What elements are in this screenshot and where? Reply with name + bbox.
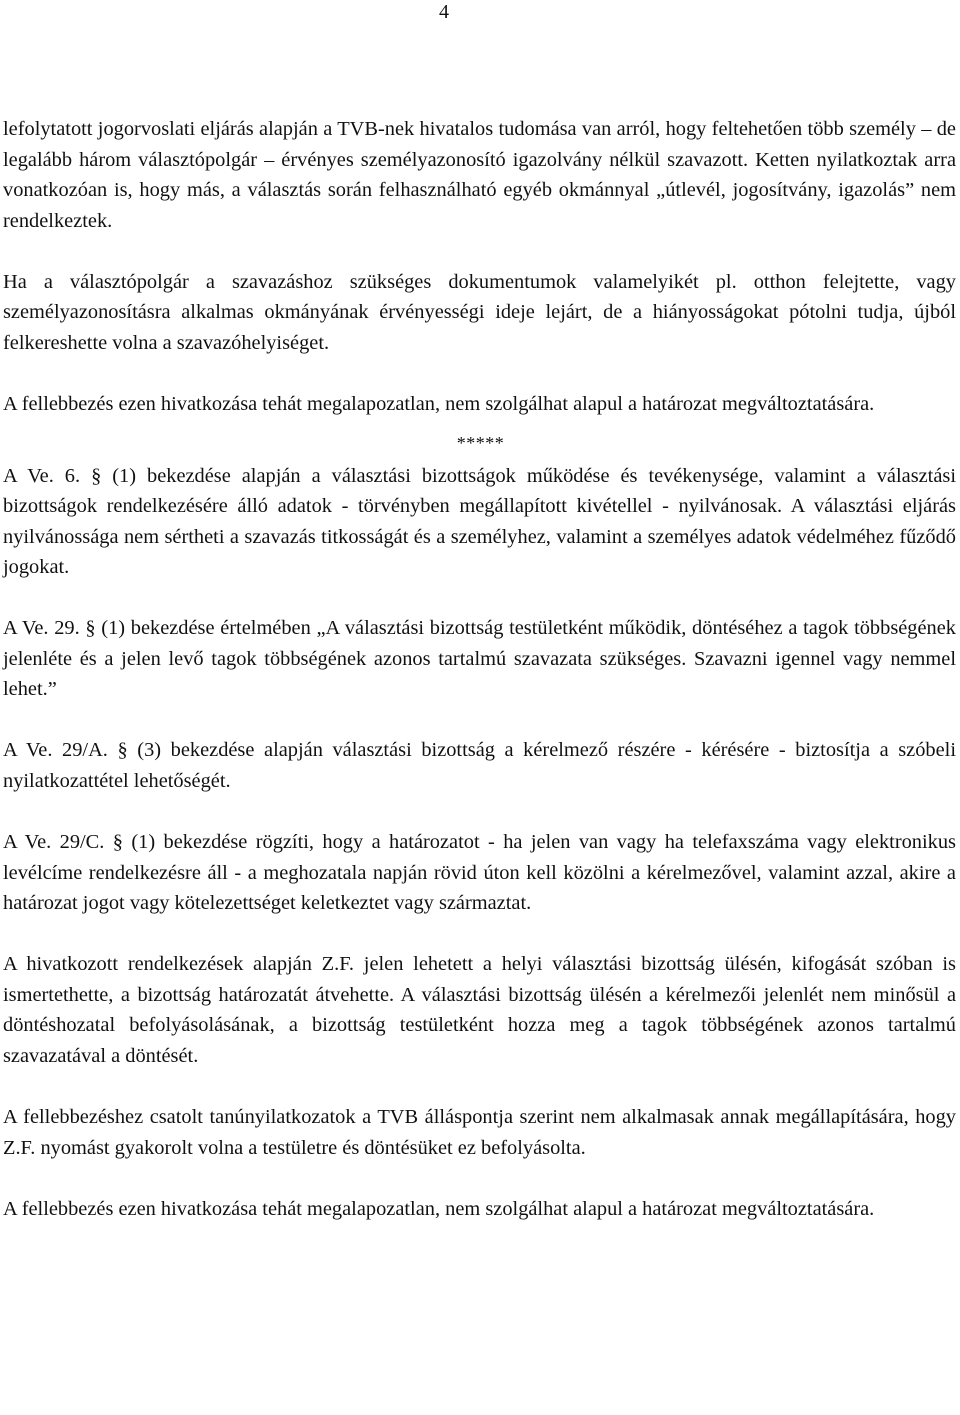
paragraph-ve-29a: A Ve. 29/A. § (3) bekezdése alapján választási bizottság a kérelmező részére - kérésére - biztosítja a szóbeli nyilatkozattétel lehetőségét. [3,739,956,793]
paragraph-prior-proceedings: lefolytatott jogorvoslati eljárás alapján a TVB-nek hivatalos tudomása van arról, hogy feltehetően több személy – de legalább három választópolgár – érvényes személyazonosító igazolvány nélkül szavazott. Ketten nyilatkoztak arra vonatkozóan is, hogy más, a választás során felhasználható egyéb okmánnyal „útlevél, jogosítvány, igazolás” nem rendelkeztek. [3,118,956,232]
page-number: 4 [439,1,449,23]
paragraph-ve-29: A Ve. 29. § (1) bekezdése értelmében „A választási bizottság testületként működik, döntéséhez a tagok többségének jelenléte és a jelen levő tagok többségének azonos tartalmú szavazata szükséges. Szavazni igennel vagy nemmel lehet.” [3,617,956,701]
paragraph-witness-statements: A fellebbezéshez csatolt tanúnyilatkozatok a TVB álláspontja szerint nem alkalmasak annak megállapítására, hogy Z.F. nyomást gyakorolt volna a testületre és döntésüket ez befolyásolta. [3,1105,956,1159]
paragraph-appeal-unfounded-2: A fellebbezés ezen hivatkozása tehát megalapozatlan, nem szolgálhat alapul a határozat megváltoztatására. [3,1197,875,1220]
document-body [3,114,956,1224]
paragraph-referenced-provisions: A hivatkozott rendelkezések alapján Z.F. jelen lehetett a helyi választási bizottság ülésén, kifogását szóban is ismertethette, a bizottság határozatát átvehette. A választási bizottság ülésén a kérelmezői jelenlét nem minősül a döntéshozatal befolyásolásának, a bizottság testületként hozza meg a tagok többségének azonos tartalmú szavazatával a döntését. [3,953,956,1067]
paragraph-ve-29c: A Ve. 29/C. § (1) bekezdése rögzíti, hogy a határozatot - ha jelen van vagy ha telefaxszáma vagy elektronikus levélcíme rendelkezésre áll - a meghozatala napján rövid úton kell közölni a kérelmezővel, valamint azzal, akire a határozat jogot vagy kötelezettséget keletkeztet vagy származtat. [3,831,956,915]
section-separator: ***** [456,432,505,453]
paragraph-forgotten-documents: Ha a választópolgár a szavazáshoz szükséges dokumentumok valamelyikét pl. otthon felejtette, vagy személyazonosításra alkalmas okmányának érvényességi ideje lejárt, de a hiányosságokat pótolni tudja, újból felkereshette volna a szavazóhelyiséget. [3,270,956,354]
paragraph-appeal-unfounded-1: A fellebbezés ezen hivatkozása tehát megalapozatlan, nem szolgálhat alapul a határozat megváltoztatására. [3,392,875,415]
paragraph-ve-6: A Ve. 6. § (1) bekezdése alapján a választási bizottságok működése és tevékenysége, valamint a választási bizottságok rendelkezésére álló adatok - törvényben megállapított kivétellel - nyilvánosak. A választási eljárás nyilvánossága nem sértheti a szavazás titkosságát és a személyhez, valamint a személyes adatok védelméhez fűződő jogokat. [3,464,956,579]
